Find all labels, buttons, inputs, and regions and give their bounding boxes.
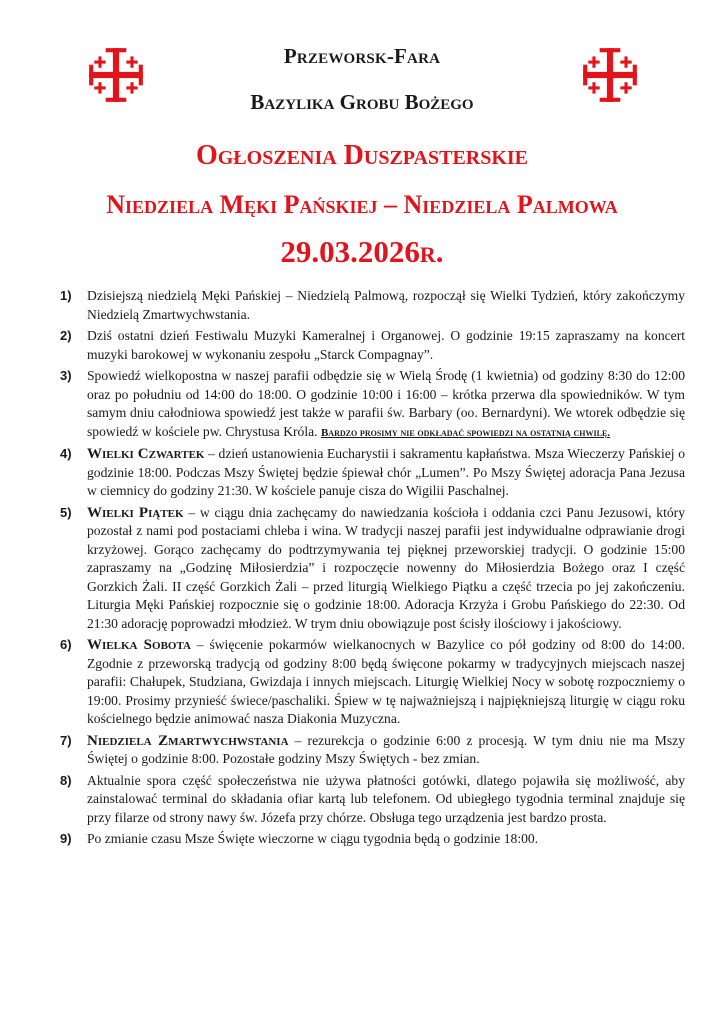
item-text: – rezurekcja o godzinie 6:00 z procesją. W tym dniu nie ma Mszy Świętej o godzinie 8:00. Pozostałe godziny Mszy Świętych - bez zmian.: [87, 732, 685, 766]
item-number: 5): [60, 504, 72, 520]
item-emphasis: Bardzo prosimy nie odkładać spowiedzi na ostatnią chwilę.: [320, 426, 611, 439]
announcement-item: [60, 732, 685, 769]
item-number: 4): [60, 446, 72, 461]
announcement-item: [60, 504, 685, 634]
announcements-list: [60, 287, 685, 852]
item-text: Dzisiejszą niedzielą Męki Pańskiej – Niedzielą Palmową, rozpoczął się Wielki Tydzień, który zakończymy Niedzielą Zmartwychwstania.: [87, 288, 685, 322]
item-text: Dziś ostatni dzień Festiwalu Muzyki Kameralnej i Organowej. O godzinie 19:15 zapraszamy na koncert muzyki barokowej w wykonaniu zespołu „Starck Compagnay”.: [87, 328, 685, 362]
item-number: 2): [60, 328, 72, 343]
announcement-item: [60, 287, 685, 324]
item-text: Aktualnie spora część społeczeństwa nie używa płatności gotówki, dlatego pojawiła się możliwość, aby zainstalować terminal do składania ofiar kartą lub telefonem. Od ubiegłego tygodnia terminal znajduje się przy filarze od strony nawy św. Józefa przy chórze. Obsługa tego urządzenia jest bardzo prosta.: [87, 772, 685, 825]
item-number: 3): [60, 368, 72, 383]
announcement-item: [60, 367, 685, 442]
sunday-title: Niedziela Męki Pańskiej – Niedziela Palmowa: [106, 190, 618, 219]
date-suffix: r.: [419, 234, 444, 269]
item-heading: Niedziela Zmartwychwstania: [87, 732, 289, 749]
announcement-item: [60, 772, 685, 828]
parish-name: Przeworsk-Fara: [283, 44, 441, 68]
page-title: Ogłoszenia Duszpasterskie: [195, 140, 529, 171]
item-number: 7): [60, 732, 72, 748]
item-number: 6): [60, 637, 72, 652]
item-heading: Wielki Czwartek: [87, 446, 205, 462]
date: 29.03.2026: [280, 234, 420, 269]
item-text: Spowiedź wielkopostna w naszej parafii odbędzie się w Wielą Środę (1 kwietnia) od godziny 8:30 do 12:00 oraz po południu od 14:00 do 18:00. O godzinie 10:00 i 16:00 – krótka przerwa dla spowiedników. W tym samym dniu całodniowa spowiedź jest także w parafii św. Barbary (oo. Bernardyni). We wtorek odbędzie się spowiedź w kościele pw. Chrystusa Króla.: [87, 368, 685, 439]
item-heading: Wielki Piątek: [87, 504, 184, 521]
announcement-item: [60, 445, 685, 501]
item-text: – dzień ustanowienia Eucharystii i sakramentu kapłaństwa. Msza Wieczerzy Pańskiej o godzinie 18:00. Podczas Mszy Świętej będzie śpiewał chór „Lumen”. Po Mszy Świętej adoracja Pana Jezusa w ciemnicy do godziny 21:30. W kościele panuje cisza do Wigilii Paschalnej.: [87, 446, 685, 498]
item-text: Po zmianie czasu Msze Święte wieczorne w ciągu tygodnia będą o godzinie 18:00.: [87, 831, 539, 846]
date-title: [0, 234, 724, 270]
item-number: 8): [60, 772, 72, 788]
basilica-name: Bazylika Grobu Bożego: [250, 90, 474, 114]
announcement-item: [60, 327, 685, 364]
item-heading: Wielka Sobota: [87, 637, 191, 653]
item-number: 9): [60, 831, 72, 846]
announcement-item: [60, 830, 685, 849]
announcement-item: [60, 636, 685, 729]
item-number: 1): [60, 288, 72, 303]
item-text: – święcenie pokarmów wielkanocnych w Bazylice co pół godziny od 8:00 do 14:00. Zgodnie z przeworską tradycją od godziny 8:00 będą święcone pokarmy w tradycyjnych miejscach naszej parafii: Chałupek, Studziana, Gwizdaja i innych miejscach. Liturgię Wielkiej Nocy w sobotę rozpoczniemy o 19:00. Prosimy przynieść świece/paschaliki. Śpiew w tę najważniejszą i najpiękniejszą liturgię w ciągu roku kościelnego będzie animować nasza Diakonia Muzyczna.: [87, 637, 685, 726]
item-text: – w ciągu dnia zachęcamy do nawiedzania kościoła i oddania czci Panu Jezusowi, który pozostał z nami pod postaciami chleba i wina. W tradycji naszej parafii jest indywidualne odprawianie drogi krzyżowej. Gorąco zachęcamy do podtrzymywania tej pięknej przeworskiej tradycji. O godzinie 15:00 zapraszamy na „Godzinę Miłosierdzia” i rozpoczęcie nowenny do Miłosierdzia Bożego oraz I część Gorzkich Żali. II część Gorzkich Żali – przed liturgią Wielkiego Piątku a część trzecia po jej zakończeniu. Liturgia Męki Pańskiej rozpocznie się o godzinie 18:00. Adoracja Krzyża i Grobu Pańskiego do 22:30. Od 21:30 adorację poprowadzi młodzież. W trym dniu obowiązuje post ścisły ilościowy i jakościowy.: [87, 504, 685, 631]
